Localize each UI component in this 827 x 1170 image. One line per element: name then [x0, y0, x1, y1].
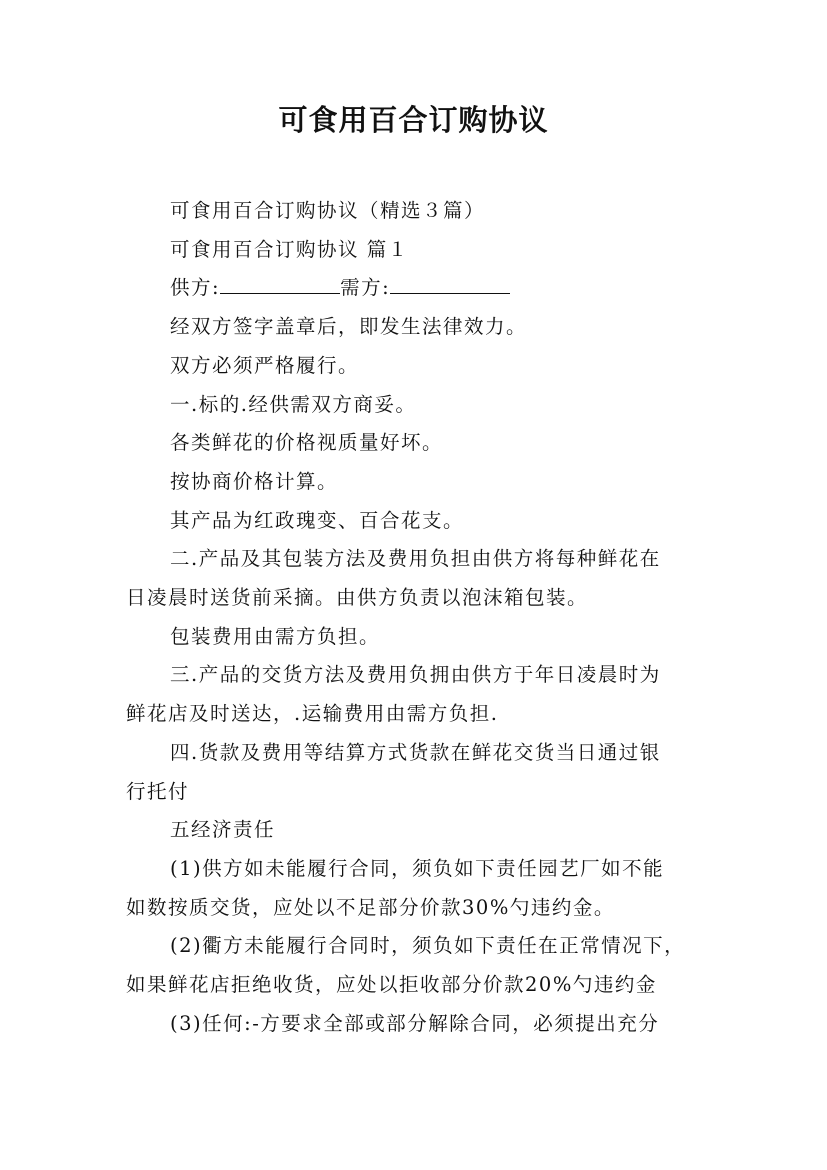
subtitle: 可食用百合订购协议（精选３篇）	[170, 199, 486, 222]
paragraph-line: (3)任何:-方要求全部或部分解除合同，必须提出充分	[170, 1011, 660, 1035]
paragraph-line: 四.货款及费用等结算方式货款在鲜花交货当日通过银	[170, 740, 661, 764]
paragraph-line: 其产品为红政瑰变、百合花支。	[170, 508, 465, 532]
paragraph-line: 经双方签字盖章后，即发生法律效力。	[170, 315, 528, 339]
paragraph-line: 如数按质交货，应处以不足部分价款30%勺违约金。	[126, 895, 615, 919]
paragraph-line: 三.产品的交货方法及费用负拥由供方于年日凌晨时为	[170, 663, 661, 687]
paragraph-line: (2)衢方未能履行合同时，须负如下责任在正常情况下，	[170, 934, 686, 958]
party-line	[126, 269, 716, 308]
supplier-blank	[220, 275, 340, 294]
paragraph-line: 鲜花店及时送达，.运输费用由需方负担.	[126, 702, 499, 726]
paragraph-line: 一.标的.经供需双方商妥。	[170, 392, 417, 416]
document-title: 可食用百合订购协议	[278, 103, 549, 137]
paragraph-line: 按协商价格计算。	[170, 469, 339, 493]
paragraph-line: 行托付	[126, 779, 190, 803]
paragraph-line: 包装费用由需方负担。	[170, 624, 381, 648]
buyer-label: 需方:	[340, 276, 391, 300]
paragraph-line: 如果鲜花店拒绝收货，应处以拒收部分价款20%勺违约金	[126, 973, 657, 997]
paragraph-line: (1)供方如未能履行合同，须负如下责任园艺厂如不能	[170, 856, 665, 880]
buyer-blank	[390, 275, 510, 294]
paragraph-line: 二.产品及其包装方法及费用负担由供方将每种鲜花在	[170, 547, 661, 571]
paragraph-line: 日凌晨时送货前采摘。由供方负责以泡沫箱包装。	[126, 586, 589, 610]
part-heading: 可食用百合订购协议 篇１	[170, 237, 409, 261]
paragraph-line: 各类鲜花的价格视质量好坏。	[170, 431, 444, 455]
document-body	[126, 192, 716, 1043]
paragraph-line: 双方必须严格履行。	[170, 353, 360, 377]
supplier-label: 供方:	[170, 276, 221, 300]
paragraph-line: 五经济责任	[170, 818, 276, 842]
